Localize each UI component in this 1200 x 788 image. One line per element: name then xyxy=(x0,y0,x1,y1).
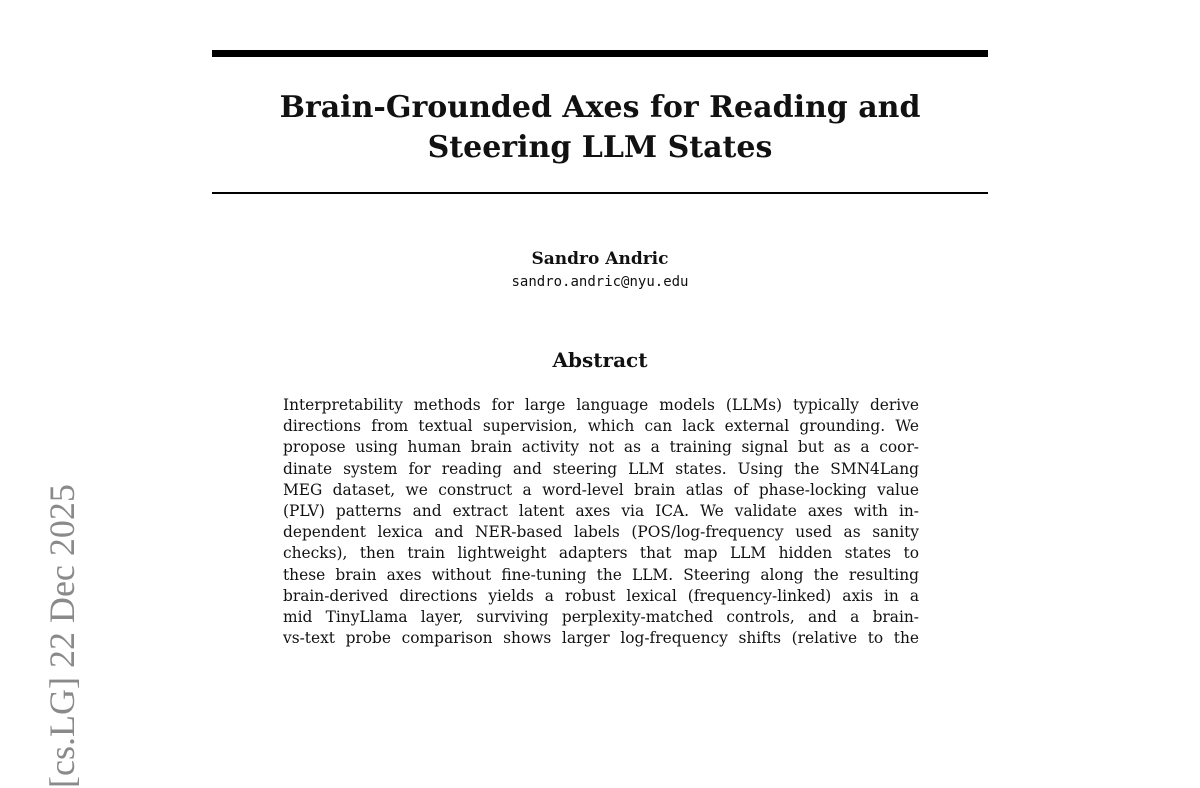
abstract-line: checks), then train lightweight adapters that map LLM hidden states to xyxy=(283,544,919,563)
abstract-line: dependent lexica and NER-based labels (POS/log-frequency used as sanity xyxy=(283,523,919,542)
author-email[interactable]: sandro.andric@nyu.edu xyxy=(511,274,689,290)
title-rule xyxy=(212,192,988,194)
abstract-line: directions from textual supervision, which can lack external grounding. We xyxy=(283,417,919,436)
abstract-line: (PLV) patterns and extract latent axes via ICA. We validate axes with in- xyxy=(283,502,919,521)
author-name: Sandro Andric xyxy=(531,249,669,269)
abstract-line: brain-derived directions yields a robust lexical (frequency-linked) axis in a xyxy=(283,586,919,605)
abstract-line: mid TinyLlama layer, surviving perplexity-matched controls, and a brain- xyxy=(283,608,919,627)
abstract-line: MEG dataset, we construct a word-level brain atlas of phase-locking value xyxy=(283,480,919,499)
top-rule xyxy=(212,50,988,57)
abstract-line: these brain axes without fine-tuning the LLM. Steering along the resulting xyxy=(283,565,919,584)
paper-title xyxy=(212,88,988,168)
abstract-line: vs-text probe comparison shows larger log-frequency shifts (relative to the xyxy=(283,629,919,648)
abstract-body xyxy=(283,395,919,649)
abstract-line: propose using human brain activity not as a training signal but as a coor- xyxy=(283,438,919,457)
title-line-1: Brain-Grounded Axes for Reading and xyxy=(279,90,921,125)
title-line-2: Steering LLM States xyxy=(427,130,773,165)
abstract-heading: Abstract xyxy=(552,348,648,372)
abstract-line: dinate system for reading and steering LLM states. Using the SMN4Lang xyxy=(283,459,919,478)
abstract-line: Interpretability methods for large language models (LLMs) typically derive xyxy=(283,396,919,414)
arxiv-side-stamp: [cs.LG] 22 Dec 2025 xyxy=(42,484,82,788)
